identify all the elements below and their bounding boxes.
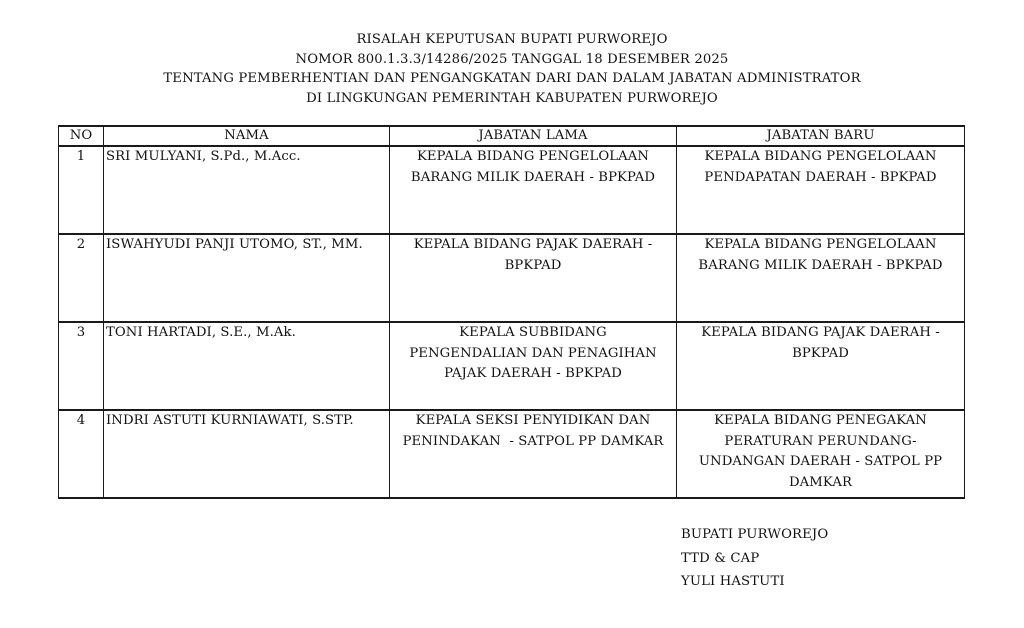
column-header-jabatan-lama: JABATAN LAMA [390,126,677,146]
new-position-line: PENDAPATAN DAERAH - BPKPAD [704,169,937,185]
person-name: ISWAHYUDI PANJI UTOMO, ST., MM. [104,234,390,322]
person-name: TONI HARTADI, S.E., M.Ak. [104,322,390,410]
new-position-line: KEPALA BIDANG PENGELOLAAN [704,149,937,164]
row-number: 1 [59,146,104,234]
new-position-line: PERATURAN PERUNDANG- [724,433,917,449]
column-header-jabatan-baru: JABATAN BARU [677,126,965,146]
old-position-line: PENINDAKAN - SATPOL PP DAMKAR [402,433,664,449]
new-position [677,322,965,410]
person-name: SRI MULYANI, S.Pd., M.Acc. [104,146,390,234]
row-number: 4 [59,410,104,498]
row-number: 3 [59,322,104,410]
new-position [677,410,965,498]
header-scope: DI LINGKUNGAN PEMERINTAH KABUPATEN PURWOREJO [306,90,718,106]
old-position-line: BPKPAD [504,257,562,273]
old-position-line: PAJAK DAERAH - BPKPAD [444,366,622,381]
column-header-nama: NAMA [104,126,390,146]
header-title: RISALAH KEPUTUSAN BUPATI PURWOREJO [356,32,668,47]
old-position [390,322,677,410]
table-row [59,410,965,498]
new-position-line: UNDANGAN DAERAH - SATPOL PP [698,454,943,469]
signatory-name: YULI HASTUTI [681,574,785,589]
header-subject: TENTANG PEMBERHENTIAN DAN PENGANGKATAN DARI DAN DALAM JABATAN ADMINISTRATOR [163,71,861,87]
new-position [677,234,965,322]
new-position [677,146,965,234]
signature-mark: TTD & CAP [681,550,760,566]
column-header-no: NO [59,126,104,146]
new-position-line: BARANG MILIK DAERAH - BPKPAD [698,257,943,273]
old-position-line: KEPALA BIDANG PAJAK DAERAH - [413,237,653,252]
old-position-line: BARANG MILIK DAERAH - BPKPAD [410,169,656,185]
signature-block [681,523,828,594]
new-position-line: KEPALA BIDANG PENGELOLAAN [704,237,937,252]
old-position-line: PENGENDALIAN DAN PENAGIHAN [409,345,657,361]
person-name: INDRI ASTUTI KURNIAWATI, S.STP. [104,410,390,498]
new-position-line: BPKPAD [792,345,849,361]
old-position [390,146,677,234]
old-position-line: KEPALA BIDANG PENGELOLAAN [416,149,649,164]
old-position [390,234,677,322]
old-position-line: KEPALA SEKSI PENYIDIKAN DAN [415,413,651,428]
table-header-row [59,126,965,146]
signatory-office: BUPATI PURWOREJO [681,527,829,542]
appointment-table [58,125,965,499]
new-position-line: KEPALA BIDANG PENEGAKAN [714,413,927,428]
table-row [59,234,965,322]
new-position-line: DAMKAR [789,474,852,490]
table-row [59,322,965,410]
document-header [0,30,1024,108]
old-position-line: KEPALA SUBBIDANG [459,325,607,340]
header-decree-number: NOMOR 800.1.3.3/14286/2025 TANGGAL 18 DESEMBER 2025 [295,51,729,67]
table-row [59,146,965,234]
old-position [390,410,677,498]
new-position-line: KEPALA BIDANG PAJAK DAERAH - [701,325,940,340]
row-number: 2 [59,234,104,322]
